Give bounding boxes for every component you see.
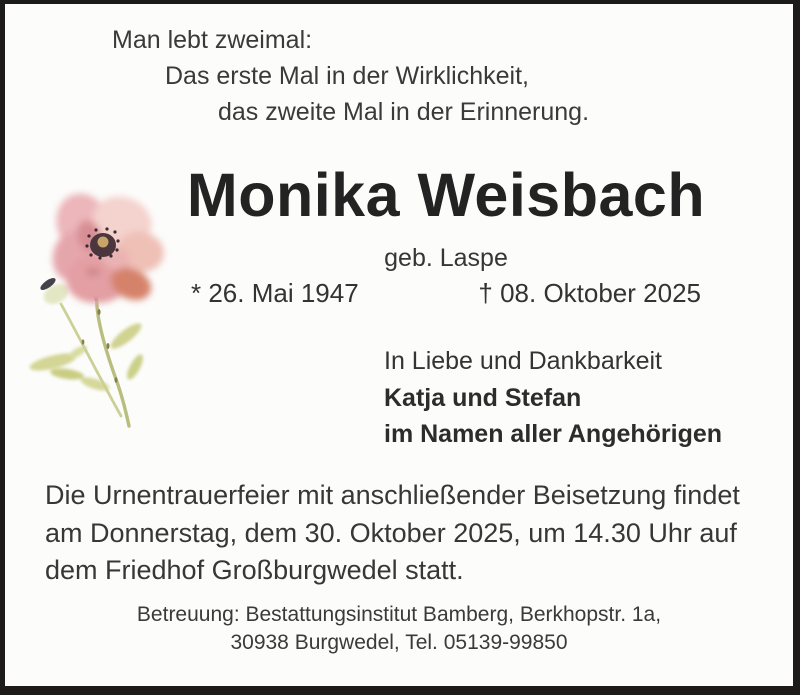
funeral-home-info	[5, 601, 793, 657]
quote-line: das zweite Mal in der Erinnerung.	[218, 98, 590, 126]
poppy-stem	[97, 294, 129, 426]
maiden-name: geb. Laspe	[384, 244, 508, 272]
tribute-block	[384, 343, 722, 453]
life-dates	[175, 278, 717, 309]
ceremony-line: dem Friedhof Großburgwedel statt.	[45, 555, 464, 585]
poppy-flower-icon	[23, 184, 175, 456]
funeral-home-line: 30938 Burgwedel, Tel. 05139-99850	[230, 631, 568, 654]
birth-date: * 26. Mai 1947	[191, 278, 359, 308]
tribute-line: In Liebe und Dankbarkeit	[384, 347, 662, 375]
obituary-paper	[5, 4, 793, 686]
death-date: † 08. Oktober 2025	[478, 278, 701, 308]
ceremony-line: am Donnerstag, dem 30. Oktober 2025, um 14.30 Uhr auf	[45, 517, 737, 548]
ceremony-line: Die Urnentrauerfeier mit anschließender Beisetzung findet	[45, 480, 740, 510]
ceremony-paragraph	[45, 477, 775, 590]
quote-line: Man lebt zweimal:	[112, 26, 313, 54]
poppy-leaves	[28, 320, 146, 394]
deceased-name: Monika Weisbach	[186, 161, 706, 229]
quote-line: Das erste Mal in der Wirklichkeit,	[165, 62, 529, 90]
mourners-names: Katja und Stefan	[384, 383, 582, 412]
funeral-home-line: Betreuung: Bestattungsinstitut Bamberg, Berkhopstr. 1a,	[136, 603, 662, 626]
mourners-on-behalf: im Namen aller Angehörigen	[384, 420, 723, 448]
